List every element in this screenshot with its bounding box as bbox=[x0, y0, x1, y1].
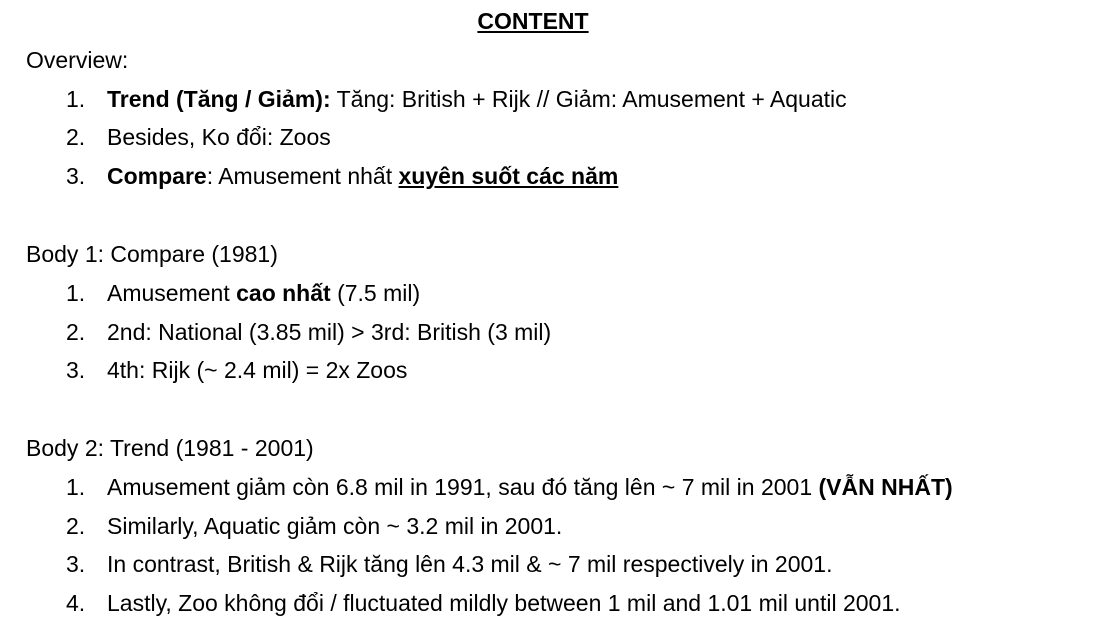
text-run-bold: Compare bbox=[107, 163, 207, 189]
list-text bbox=[107, 161, 618, 191]
text-run: Besides, Ko đổi: Zoos bbox=[107, 124, 331, 150]
overview-heading: Overview: bbox=[26, 47, 129, 73]
text-run: Tăng: British + Rijk // Giảm: Amusement + Aquatic bbox=[330, 86, 847, 112]
text-run-bold: (VẪN NHẤT) bbox=[818, 474, 953, 500]
text-run: : Amusement nhất bbox=[206, 163, 399, 189]
text-run: Lastly, Zoo không đổi / fluctuated mildly between 1 mil and 1.01 mil until 2001. bbox=[107, 590, 901, 616]
text-run: In contrast, British & Rijk tăng lên 4.3 mil & ~ 7 mil respectively in 2001. bbox=[107, 551, 833, 577]
text-run-underlined: xuyên suốt các năm bbox=[398, 163, 619, 189]
text-run: (7.5 mil) bbox=[330, 280, 421, 306]
text-run: Similarly, Aquatic giảm còn ~ 3.2 mil in 2001. bbox=[107, 513, 563, 539]
list-number: 2. bbox=[66, 319, 86, 345]
list-number: 1. bbox=[66, 86, 86, 112]
list-number: 3. bbox=[66, 551, 86, 577]
body1-heading: Body 1: Compare (1981) bbox=[26, 241, 278, 267]
body2-heading: Body 2: Trend (1981 - 2001) bbox=[26, 435, 314, 461]
list-number: 2. bbox=[66, 124, 86, 150]
list-text bbox=[107, 278, 420, 308]
list-text bbox=[107, 355, 407, 385]
list-text bbox=[107, 472, 953, 502]
page-title: CONTENT bbox=[477, 8, 589, 34]
list-text bbox=[107, 511, 562, 541]
list-number: 2. bbox=[66, 513, 86, 539]
text-run: 2nd: National (3.85 mil) > 3rd: British (3 mil) bbox=[107, 319, 552, 345]
list-text bbox=[107, 84, 847, 114]
list-number: 1. bbox=[66, 280, 86, 306]
list-text bbox=[107, 122, 331, 152]
list-number: 3. bbox=[66, 357, 86, 383]
text-run: 4th: Rijk (~ 2.4 mil) = 2x Zoos bbox=[107, 357, 408, 383]
list-number: 1. bbox=[66, 474, 86, 500]
text-run: Amusement bbox=[107, 280, 237, 306]
list-text bbox=[107, 317, 551, 347]
list-number: 3. bbox=[66, 163, 86, 189]
text-run-bold: Trend (Tăng / Giảm): bbox=[107, 86, 331, 112]
text-run: Amusement giảm còn 6.8 mil in 1991, sau đó tăng lên ~ 7 mil in 2001 bbox=[107, 474, 819, 500]
list-text bbox=[107, 588, 901, 618]
list-text bbox=[107, 549, 832, 579]
text-run-bold: cao nhất bbox=[236, 280, 331, 306]
list-number: 4. bbox=[66, 590, 86, 616]
